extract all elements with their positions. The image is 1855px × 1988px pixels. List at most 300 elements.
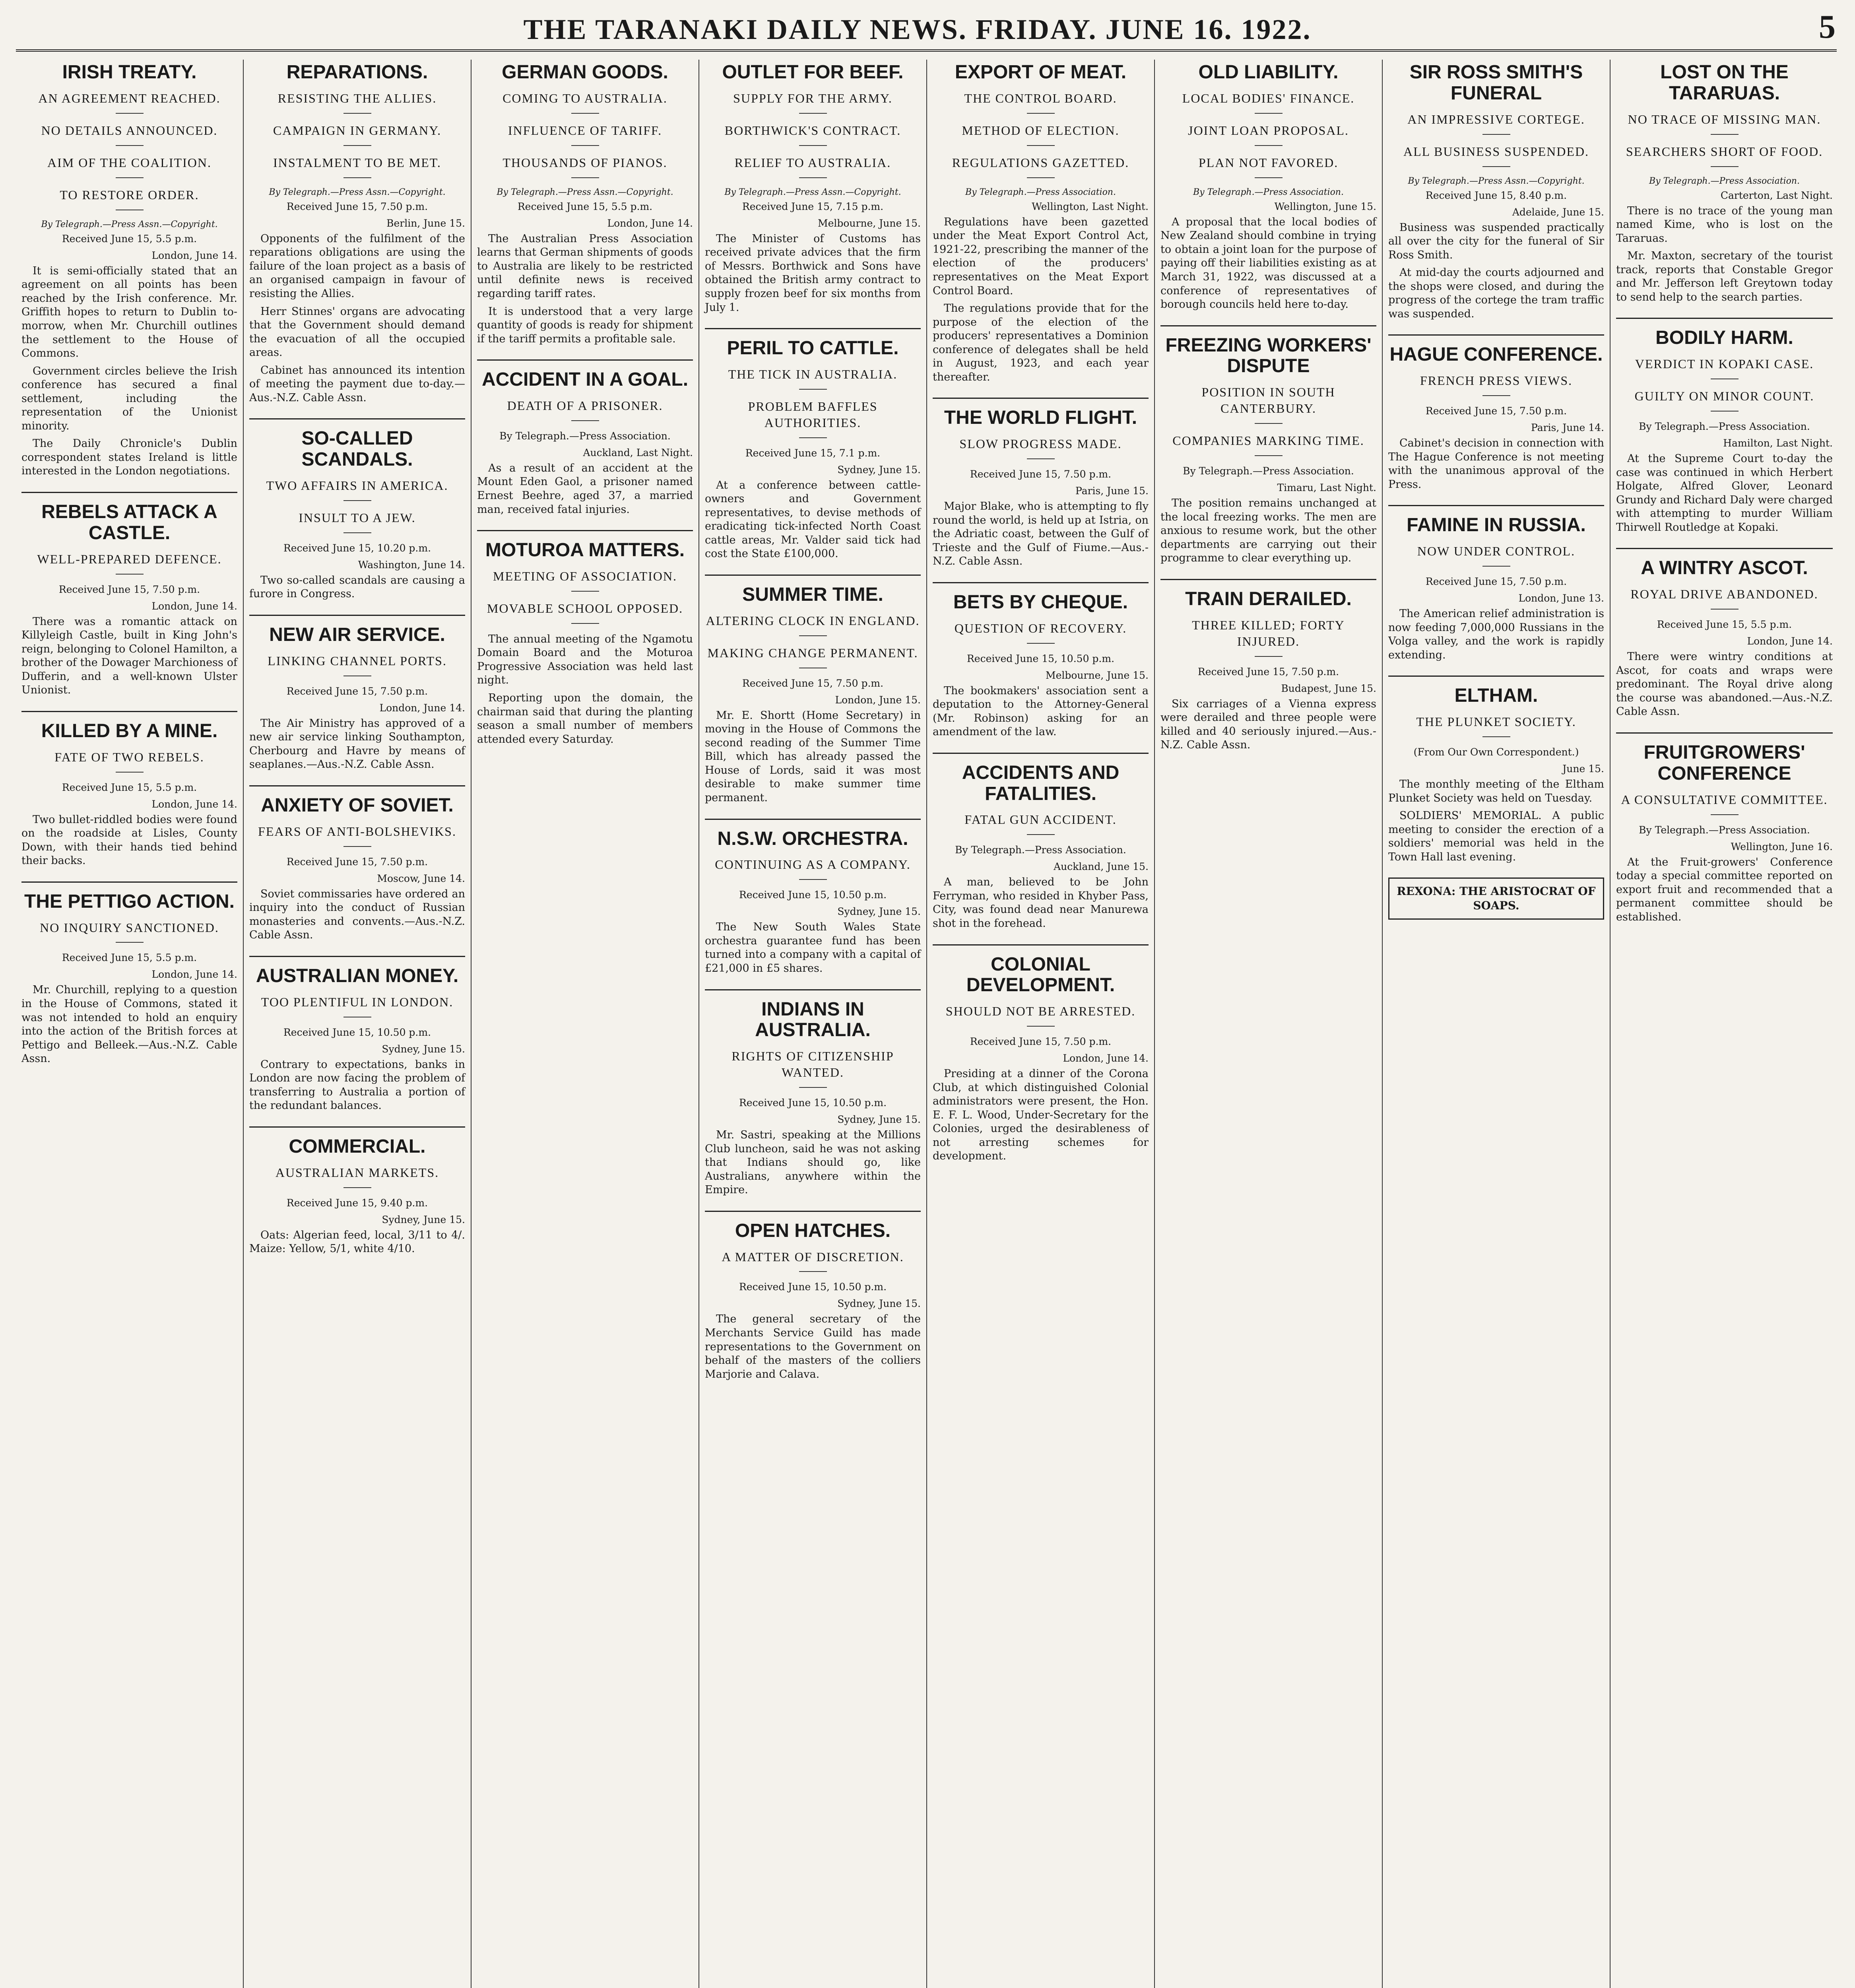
article-subhead: TO RESTORE ORDER. bbox=[21, 187, 237, 210]
article-paragraph: Mr. Sastri, speaking at the Millions Club luncheon, said he was not asking that Indians should go, like Australians, anywhere within the Empire. bbox=[705, 1129, 921, 1196]
article-paragraph: Six carriages of a Vienna express were derailed and three people were killed and 40 seriously injured.—Aus.-N.Z. Cable Assn. bbox=[1160, 697, 1376, 751]
article-body bbox=[1388, 437, 1604, 491]
article-received-time: (From Our Own Correspondent.) bbox=[1413, 746, 1579, 758]
article-body bbox=[933, 1067, 1149, 1163]
article-body bbox=[21, 983, 237, 1066]
article-headline: IRISH TREATY. bbox=[62, 62, 197, 83]
article bbox=[705, 575, 921, 805]
article-body bbox=[249, 717, 465, 772]
article-received-time: By Telegraph.—Press Association. bbox=[1639, 824, 1810, 836]
article-divider bbox=[933, 398, 1149, 399]
article-body bbox=[933, 500, 1149, 569]
article-subhead: THE PLUNKET SOCIETY. bbox=[1388, 714, 1604, 737]
article-headline: OLD LIABILITY. bbox=[1198, 62, 1339, 83]
article-headline: ACCIDENT IN A GOAL. bbox=[481, 369, 689, 390]
article-dateline: Moscow, June 14. bbox=[377, 872, 465, 884]
article-body bbox=[933, 215, 1149, 384]
article-subhead: SHOULD NOT BE ARRESTED. bbox=[933, 1003, 1149, 1027]
article-paragraph: As a result of an accident at the Mount Eden Gaol, a prisoner named Ernest Beehre, aged 37, a married man, received fatal injuries. bbox=[477, 462, 693, 516]
article-headline: THE PETTIGO ACTION. bbox=[24, 891, 235, 912]
article-subhead: MEETING OF ASSOCIATION. bbox=[477, 568, 693, 592]
article-paragraph: Oats: Algerian feed, local, 3/11 to 4/. Maize: Yellow, 5/1, white 4/10. bbox=[249, 1229, 465, 1255]
article-dateline: Wellington, June 16. bbox=[1731, 841, 1833, 852]
article-byline: By Telegraph.—Press Assn.—Copyright. bbox=[1408, 176, 1585, 186]
article-headline: BETS BY CHEQUE. bbox=[953, 591, 1128, 613]
article bbox=[1160, 325, 1376, 565]
article-subhead: TWO AFFAIRS IN AMERICA. bbox=[249, 478, 465, 501]
article-subhead: PROBLEM BAFFLES AUTHORITIES. bbox=[705, 398, 921, 438]
article-paragraph: The Minister of Customs has received private advices that the firm of Messrs. Borthwick and Sons have obtained the British army contract to supply frozen beef for six months from July 1. bbox=[705, 232, 921, 314]
article-paragraph: SOLDIERS' MEMORIAL. A public meeting to consider the erection of a soldiers' memorial was held in the Town Hall last evening. bbox=[1388, 810, 1604, 863]
article-dateline: Berlin, June 15. bbox=[386, 217, 465, 229]
article-subhead: SLOW PROGRESS MADE. bbox=[933, 436, 1149, 459]
article-headline: COMMERCIAL. bbox=[289, 1136, 426, 1157]
article-received-time: Received June 15, 10.50 p.m. bbox=[966, 652, 1115, 664]
article-subhead: THE TICK IN AUSTRALIA. bbox=[705, 366, 921, 390]
article-subhead: THE CONTROL BOARD. bbox=[933, 90, 1149, 114]
article-body bbox=[1388, 607, 1604, 662]
article-dateline: Wellington, Last Night. bbox=[1032, 200, 1149, 212]
article-subhead: BORTHWICK'S CONTRACT. bbox=[705, 122, 921, 146]
article-body bbox=[705, 479, 921, 561]
article-paragraph: Regulations have been gazetted under the Meat Export Control Act, 1921-22, prescribing the manner of the election of the producers' representatives on the Meat Export Control Board. bbox=[933, 215, 1149, 297]
article-body bbox=[1388, 778, 1604, 864]
article-divider bbox=[21, 492, 237, 493]
article-subhead: REGULATIONS GAZETTED. bbox=[933, 155, 1149, 178]
article-subhead: NO DETAILS ANNOUNCED. bbox=[21, 122, 237, 146]
article-body bbox=[705, 920, 921, 975]
article bbox=[249, 956, 465, 1113]
article-paragraph: The Daily Chronicle's Dublin correspondent states Ireland is little interested in the London negotiations. bbox=[21, 437, 237, 478]
article-received-time: Received June 15, 5.5 p.m. bbox=[62, 233, 197, 245]
article-body bbox=[1160, 497, 1376, 565]
article-headline: OUTLET FOR BEEF. bbox=[722, 62, 904, 83]
article-headline: EXPORT OF MEAT. bbox=[955, 62, 1127, 83]
article-paragraph: Mr. Maxton, secretary of the tourist track, reports that Constable Gregor and Mr. Jefferson left Greytown today to send help to the search parties. bbox=[1616, 250, 1833, 303]
article-subhead: FATAL GUN ACCIDENT. bbox=[933, 812, 1149, 835]
article-divider bbox=[1388, 505, 1604, 506]
article-headline: REPARATIONS. bbox=[286, 62, 428, 83]
article-body bbox=[249, 887, 465, 942]
article-received-time: Received June 15, 7.1 p.m. bbox=[745, 447, 881, 459]
article-body bbox=[21, 615, 237, 697]
article-dateline: Adelaide, June 15. bbox=[1512, 206, 1604, 218]
article-subhead: RIGHTS OF CITIZENSHIP WANTED. bbox=[705, 1048, 921, 1088]
column-3 bbox=[472, 60, 699, 1988]
article-divider bbox=[21, 881, 237, 883]
article-headline: FREEZING WORKERS' DISPUTE bbox=[1165, 334, 1372, 377]
article-headline: INDIANS IN AUSTRALIA. bbox=[755, 998, 871, 1041]
article-paragraph: The general secretary of the Merchants Service Guild has made representations to the Government on behalf of the masters of the colliers Marjorie and Calava. bbox=[705, 1313, 921, 1380]
article-divider bbox=[1616, 318, 1833, 319]
article-dateline: London, June 14. bbox=[151, 798, 237, 810]
article-headline: PERIL TO CATTLE. bbox=[727, 338, 899, 359]
article-received-time: Received June 15, 5.5 p.m. bbox=[62, 952, 197, 964]
article-paragraph: Two so-called scandals are causing a furore in Congress. bbox=[249, 574, 465, 600]
article-dateline: London, June 14. bbox=[151, 969, 237, 980]
article-dateline: Sydney, June 15. bbox=[837, 464, 921, 476]
article-divider bbox=[249, 418, 465, 419]
article-body bbox=[1616, 204, 1833, 305]
article-received-time: Received June 15, 7.50 p.m. bbox=[1197, 666, 1339, 678]
article-received-time: Received June 15, 7.50 p.m. bbox=[1425, 405, 1567, 417]
article-body bbox=[21, 264, 237, 478]
article-received-time: Received June 15, 8.40 p.m. bbox=[1425, 189, 1567, 201]
article-divider bbox=[933, 582, 1149, 583]
article bbox=[477, 62, 693, 346]
article bbox=[249, 418, 465, 601]
article-paragraph: The American relief administration is now feeding 7,000,000 Russians in the Volga valley, and the work is rapidly extending. bbox=[1388, 608, 1604, 661]
article bbox=[705, 62, 921, 315]
article-body bbox=[477, 633, 693, 746]
article-subhead: COMING TO AUSTRALIA. bbox=[477, 90, 693, 114]
article-subhead: COMPANIES MARKING TIME. bbox=[1160, 433, 1376, 456]
article-paragraph: Herr Stinnes' organs are advocating that the Government should demand the evacuation of all the occupied areas. bbox=[249, 305, 465, 359]
article-received-time: By Telegraph.—Press Association. bbox=[955, 844, 1126, 856]
article-subhead: RESISTING THE ALLIES. bbox=[249, 90, 465, 114]
article-byline: By Telegraph.—Press Association. bbox=[1193, 187, 1344, 197]
article bbox=[21, 881, 237, 1066]
article-received-time: Received June 15, 7.15 p.m. bbox=[742, 200, 884, 212]
newspaper-columns bbox=[16, 60, 1841, 1988]
article-paragraph: Major Blake, who is attempting to fly round the world, is held up at Istria, on the Adriatic coast, between the Gulf of Trieste and the Gulf of Fiume.—Aus.-N.Z. Cable Assn. bbox=[933, 500, 1149, 568]
article-subhead: FRENCH PRESS VIEWS. bbox=[1388, 373, 1604, 396]
article-dateline: Sydney, June 15. bbox=[837, 906, 921, 918]
newspaper-title: THE TARANAKI DAILY NEWS. FRIDAY. JUNE 16. 1922. bbox=[523, 14, 1312, 45]
article bbox=[1388, 676, 1604, 864]
article-dateline: London, June 14. bbox=[379, 702, 465, 714]
article-subhead: LINKING CHANNEL PORTS. bbox=[249, 653, 465, 676]
article-paragraph: Presiding at a dinner of the Corona Club, at which distinguished Colonial administrators were present, the Hon. E. F. L. Wood, Under-Secretary for the Colonies, urged the desirableness of not arresting schemes for development. bbox=[933, 1068, 1149, 1163]
article-paragraph: Mr. E. Shortt (Home Secretary) in moving in the House of Commons the second reading of the Summer Time Bill, which has already passed the House of Lords, said it was most desirable to make summer time permanent. bbox=[705, 709, 921, 804]
article-paragraph: Reporting upon the domain, the chairman said that during the planting season a small number of members attended every Saturday. bbox=[477, 692, 693, 746]
article-subhead: CONTINUING AS A COMPANY. bbox=[705, 856, 921, 880]
article-paragraph: It is semi-officially stated that an agreement on all points has been reached by the Irish conference. Mr. Griffith hopes to return to Dublin to-morrow, when Mr. Churchill outlines the settlement to the House of Commons. bbox=[21, 264, 237, 360]
article-dateline: London, June 14. bbox=[1063, 1052, 1149, 1064]
article-byline: By Telegraph.—Press Assn.—Copyright. bbox=[269, 187, 446, 197]
article-headline: SO-CALLED SCANDALS. bbox=[301, 428, 413, 470]
article-subhead: TOO PLENTIFUL IN LONDON. bbox=[249, 994, 465, 1017]
article-dateline: Auckland, Last Night. bbox=[583, 447, 693, 458]
article bbox=[933, 398, 1149, 568]
article-divider bbox=[21, 711, 237, 712]
article-body bbox=[249, 574, 465, 601]
article-body bbox=[477, 462, 693, 516]
article-dateline: London, June 15. bbox=[835, 694, 921, 706]
article-paragraph: A man, believed to be John Ferryman, who resided in Khyber Pass, City, was found dead near Manurewa shot in the forehead. bbox=[933, 876, 1149, 930]
article-paragraph: Business was suspended practically all over the city for the funeral of Sir Ross Smith. bbox=[1388, 221, 1604, 261]
article-subhead: ALTERING CLOCK IN ENGLAND. bbox=[705, 613, 921, 636]
article-subhead: A CONSULTATIVE COMMITTEE. bbox=[1616, 792, 1833, 815]
article-dateline: Paris, June 15. bbox=[1075, 485, 1149, 497]
article bbox=[1616, 62, 1833, 304]
article-subhead: NO INQUIRY SANCTIONED. bbox=[21, 920, 237, 943]
article-divider bbox=[477, 530, 693, 531]
article-paragraph: It is understood that a very large quantity of goods is ready for shipment if the tariff permits a profitable sale. bbox=[477, 305, 693, 345]
article-dateline: Paris, June 14. bbox=[1531, 422, 1604, 434]
article-subhead: JOINT LOAN PROPOSAL. bbox=[1160, 122, 1376, 146]
article-dateline: London, June 14. bbox=[151, 249, 237, 261]
article-body bbox=[1616, 650, 1833, 719]
article-body bbox=[1616, 856, 1833, 924]
article-subhead: NO TRACE OF MISSING MAN. bbox=[1616, 111, 1833, 135]
article-byline: By Telegraph.—Press Association. bbox=[1649, 176, 1800, 186]
article-received-time: Received June 15, 7.50 p.m. bbox=[970, 468, 1112, 480]
article-dateline: Auckland, June 15. bbox=[1054, 861, 1149, 873]
article-divider bbox=[705, 989, 921, 990]
article-body bbox=[1616, 452, 1833, 534]
article-divider bbox=[1388, 334, 1604, 336]
article-headline: OPEN HATCHES. bbox=[735, 1220, 891, 1241]
article-received-time: Received June 15, 5.5 p.m. bbox=[62, 781, 197, 793]
column-2 bbox=[244, 60, 472, 1988]
article-dateline: Sydney, June 15. bbox=[837, 1298, 921, 1310]
article-subhead: AIM OF THE COALITION. bbox=[21, 155, 237, 178]
article-paragraph: Opponents of the fulfilment of the reparations obligations are using the failure of the loan project as a basis of an organised campaign in favour of resisting the Allies. bbox=[249, 232, 465, 300]
article bbox=[249, 62, 465, 405]
article-subhead: LOCAL BODIES' FINANCE. bbox=[1160, 90, 1376, 114]
article-subhead: AN IMPRESSIVE CORTEGE. bbox=[1388, 111, 1604, 135]
article-divider bbox=[1616, 548, 1833, 549]
article-received-time: Received June 15, 10.50 p.m. bbox=[739, 1097, 887, 1109]
article-divider bbox=[1160, 325, 1376, 326]
article-headline: ANXIETY OF SOVIET. bbox=[261, 794, 454, 816]
column-8 bbox=[1611, 60, 1838, 1988]
article-paragraph: Cabinet has announced its intention of meeting the payment due to-day.—Aus.-N.Z. Cable Assn. bbox=[249, 364, 465, 404]
article bbox=[1616, 732, 1833, 924]
article-dateline: Timaru, Last Night. bbox=[1277, 482, 1376, 494]
article-subhead: AUSTRALIAN MARKETS. bbox=[249, 1165, 465, 1188]
article-body bbox=[705, 232, 921, 315]
article-body bbox=[933, 684, 1149, 739]
article-subhead: CAMPAIGN IN GERMANY. bbox=[249, 122, 465, 146]
article-received-time: Received June 15, 7.50 p.m. bbox=[286, 685, 428, 697]
column-1 bbox=[16, 60, 244, 1988]
article-received-time: Received June 15, 7.50 p.m. bbox=[286, 856, 428, 868]
article bbox=[477, 530, 693, 746]
article bbox=[1616, 318, 1833, 534]
article bbox=[249, 1126, 465, 1256]
article bbox=[1388, 505, 1604, 662]
article-subhead: METHOD OF ELECTION. bbox=[933, 122, 1149, 146]
article-byline: By Telegraph.—Press Assn.—Copyright. bbox=[497, 187, 673, 197]
article-subhead: AN AGREEMENT REACHED. bbox=[21, 90, 237, 114]
column-6 bbox=[1155, 60, 1383, 1988]
article-paragraph: There were wintry conditions at Ascot, for coats and wraps were predominant. The Royal drive along the course was abandoned.—Aus.-N.Z. Cable Assn. bbox=[1616, 650, 1833, 718]
article-divider bbox=[1616, 732, 1833, 734]
article-received-time: Received June 15, 9.40 p.m. bbox=[286, 1197, 428, 1209]
article-paragraph: A proposal that the local bodies of New Zealand should combine in trying to obtain a joint loan for the purpose of paying off their liabilities existing as at March 31, 1922, was discussed at a conference of representatives of borough councils held here to-day. bbox=[1160, 215, 1376, 311]
article-subhead: FATE OF TWO REBELS. bbox=[21, 749, 237, 773]
article bbox=[21, 711, 237, 868]
article-body bbox=[21, 813, 237, 868]
article-body bbox=[477, 232, 693, 346]
article-headline: A WINTRY ASCOT. bbox=[1641, 557, 1808, 579]
article-headline: SIR ROSS SMITH'S FUNERAL bbox=[1409, 62, 1583, 104]
article-divider bbox=[249, 785, 465, 786]
article-received-time: Received June 15, 7.50 p.m. bbox=[970, 1036, 1112, 1048]
article-dateline: June 15. bbox=[1562, 763, 1604, 775]
article bbox=[933, 753, 1149, 931]
article-paragraph: Two bullet-riddled bodies were found on the roadside at Lisles, County Down, with their hands tied behind their backs. bbox=[21, 813, 237, 867]
article-paragraph: There is no trace of the young man named Kime, who is lost on the Tararuas. bbox=[1616, 204, 1833, 245]
article-body bbox=[249, 1229, 465, 1256]
article-subhead: INFLUENCE OF TARIFF. bbox=[477, 122, 693, 146]
article-divider bbox=[249, 1126, 465, 1128]
column-4 bbox=[699, 60, 927, 1988]
article bbox=[249, 785, 465, 942]
article-dateline: London, June 13. bbox=[1518, 592, 1604, 604]
article-body bbox=[249, 1058, 465, 1113]
article-body bbox=[1160, 697, 1376, 752]
article-paragraph: At mid-day the courts adjourned and the shops were closed, and during the progress of the cortege the tram traffic was suspended. bbox=[1388, 266, 1604, 320]
article-divider bbox=[249, 956, 465, 957]
article-paragraph: Cabinet's decision in connection with The Hague Conference is not meeting with the unanimous approval of the Press. bbox=[1388, 437, 1604, 491]
article-dateline: London, June 14. bbox=[151, 600, 237, 612]
article-paragraph: Government circles believe the Irish conference has secured a final settlement, including the representation of the Unionist minority. bbox=[21, 365, 237, 432]
article-paragraph: The New South Wales State orchestra guarantee fund has been turned into a company with a capital of £21,000 in £5 shares. bbox=[705, 921, 921, 975]
article-paragraph: There was a romantic attack on Killyleigh Castle, built in King John's reign, belonging to Colonel Hamilton, a brother of the Dowager Marchioness of Dufferin, and a well-known Ulster Unionist. bbox=[21, 615, 237, 697]
article-body bbox=[249, 232, 465, 405]
article-divider bbox=[1388, 676, 1604, 677]
article-divider bbox=[705, 575, 921, 576]
article-divider bbox=[705, 328, 921, 329]
article-headline: COLONIAL DEVELOPMENT. bbox=[966, 953, 1115, 996]
article bbox=[249, 615, 465, 772]
article-paragraph: At a conference between cattle-owners and Government representatives, to devise methods of eradicating tick-infected North Coast cattle areas, Mr. Valder said tick had cost the State £100,000. bbox=[705, 479, 921, 560]
article-received-time: By Telegraph.—Press Association. bbox=[1639, 421, 1810, 433]
article-headline: THE WORLD FLIGHT. bbox=[944, 407, 1137, 429]
article-headline: N.S.W. ORCHESTRA. bbox=[717, 828, 908, 849]
article-paragraph: The regulations provide that for the purpose of the election of the producers' representatives a Dominion conference of delegates shall be held in August, 1923, and each year thereafter. bbox=[933, 302, 1149, 383]
article-received-time: Received June 15, 7.50 p.m. bbox=[58, 583, 200, 595]
article-subhead: NOW UNDER CONTROL. bbox=[1388, 543, 1604, 567]
column-7 bbox=[1383, 60, 1611, 1988]
article-divider bbox=[249, 615, 465, 616]
article-received-time: Received June 15, 10.50 p.m. bbox=[739, 889, 887, 901]
article-byline: By Telegraph.—Press Assn.—Copyright. bbox=[41, 219, 218, 229]
article bbox=[21, 492, 237, 697]
article-subhead: A MATTER OF DISCRETION. bbox=[705, 1249, 921, 1272]
article-paragraph: At the Supreme Court to-day the case was continued in which Herbert Holgate, Alfred Glover, Leonard Grundy and Richard Daly were charged with attempting to murder William Thirwell Routledge at Kopaki. bbox=[1616, 452, 1833, 534]
article-byline: By Telegraph.—Press Association. bbox=[965, 187, 1116, 197]
article-subhead: WELL-PREPARED DEFENCE. bbox=[21, 551, 237, 575]
article-subhead: POSITION IN SOUTH CANTERBURY. bbox=[1160, 384, 1376, 424]
article-headline: HAGUE CONFERENCE. bbox=[1389, 344, 1603, 365]
article-paragraph: Mr. Churchill, replying to a question in the House of Commons, stated it was not intended to hold an enquiry into the action of the British forces at Pettigo and Belleek.—Aus.-N.Z. Cable Assn. bbox=[21, 984, 237, 1065]
article bbox=[1160, 62, 1376, 312]
article-dateline: London, June 14. bbox=[1747, 635, 1833, 647]
article-subhead: RELIEF TO AUSTRALIA. bbox=[705, 155, 921, 178]
article-headline: TRAIN DERAILED. bbox=[1185, 588, 1352, 610]
article-dateline: Melbourne, June 15. bbox=[1045, 669, 1149, 681]
article-divider bbox=[477, 359, 693, 361]
article bbox=[1616, 548, 1833, 718]
article-dateline: Sydney, June 15. bbox=[382, 1043, 465, 1055]
article-body bbox=[705, 1312, 921, 1381]
article-dateline: London, June 14. bbox=[607, 217, 693, 229]
page-number: 5 bbox=[1819, 8, 1837, 45]
article-divider bbox=[1160, 579, 1376, 580]
article-received-time: Received June 15, 5.5 p.m. bbox=[517, 200, 653, 212]
article-subhead: ALL BUSINESS SUSPENDED. bbox=[1388, 144, 1604, 167]
article-paragraph: The Australian Press Association learns that German shipments of goods to Australia are likely to be restricted until definite news is received regarding tariff rates. bbox=[477, 232, 693, 300]
article-subhead: ROYAL DRIVE ABANDONED. bbox=[1616, 586, 1833, 610]
article-subhead: THOUSANDS OF PIANOS. bbox=[477, 155, 693, 178]
article-byline: By Telegraph.—Press Assn.—Copyright. bbox=[724, 187, 901, 197]
article-subhead: QUESTION OF RECOVERY. bbox=[933, 620, 1149, 644]
article-received-time: Received June 15, 10.50 p.m. bbox=[739, 1281, 887, 1293]
rexona-advertisement: REXONA: THE ARISTOCRAT OF SOAPS. bbox=[1388, 878, 1604, 920]
article-paragraph: Contrary to expectations, banks in London are now facing the problem of transferring to Australia a portion of the redundant balances. bbox=[249, 1058, 465, 1112]
article-headline: NEW AIR SERVICE. bbox=[269, 624, 445, 645]
article-paragraph: The bookmakers' association sent a deputation to the Attorney-General (Mr. Robinson) asking for an amendment of the law. bbox=[933, 684, 1149, 738]
article-dateline: Budapest, June 15. bbox=[1281, 682, 1376, 694]
article-divider bbox=[933, 753, 1149, 754]
article-dateline: Sydney, June 15. bbox=[837, 1114, 921, 1125]
article-headline: GERMAN GOODS. bbox=[502, 62, 668, 83]
article bbox=[933, 62, 1149, 384]
article-dateline: Sydney, June 15. bbox=[382, 1213, 465, 1225]
article-paragraph: The monthly meeting of the Eltham Plunket Society was held on Tuesday. bbox=[1388, 778, 1604, 804]
article bbox=[705, 328, 921, 561]
article-divider bbox=[705, 819, 921, 820]
article-headline: ELTHAM. bbox=[1454, 685, 1538, 707]
article-paragraph: Soviet commissaries have ordered an inquiry into the conduct of Russian monasteries and convents.—Aus.-N.Z. Cable Assn. bbox=[249, 887, 465, 942]
article bbox=[933, 582, 1149, 739]
article-subhead: PLAN NOT FAVORED. bbox=[1160, 155, 1376, 178]
article-subhead: GUILTY ON MINOR COUNT. bbox=[1616, 388, 1833, 412]
article bbox=[1388, 62, 1604, 321]
article-body bbox=[1388, 221, 1604, 321]
article bbox=[705, 819, 921, 976]
article-subhead: DEATH OF A PRISONER. bbox=[477, 398, 693, 421]
article-subhead: MAKING CHANGE PERMANENT. bbox=[705, 645, 921, 668]
article-dateline: Melbourne, June 15. bbox=[817, 217, 921, 229]
article-body bbox=[705, 709, 921, 805]
article-subhead: VERDICT IN KOPAKI CASE. bbox=[1616, 356, 1833, 379]
article-body bbox=[705, 1128, 921, 1197]
article-headline: KILLED BY A MINE. bbox=[41, 720, 218, 742]
article bbox=[705, 989, 921, 1197]
article-headline: SUMMER TIME. bbox=[742, 584, 883, 606]
article-received-time: Received June 15, 10.20 p.m. bbox=[283, 542, 431, 554]
article-divider bbox=[705, 1211, 921, 1212]
article bbox=[1160, 579, 1376, 752]
article-headline: ACCIDENTS AND FATALITIES. bbox=[962, 762, 1120, 804]
article-paragraph: At the Fruit-growers' Conference today a special committee reported on export fruit and recommended that a permanent committee should be established. bbox=[1616, 856, 1833, 923]
article-divider bbox=[933, 944, 1149, 945]
article bbox=[1388, 334, 1604, 491]
article-body bbox=[1160, 215, 1376, 312]
article-subhead: SUPPLY FOR THE ARMY. bbox=[705, 90, 921, 114]
article-received-time: Received June 15, 7.50 p.m. bbox=[1425, 576, 1567, 588]
article-subhead: MOVABLE SCHOOL OPPOSED. bbox=[477, 600, 693, 624]
article-paragraph: The Air Ministry has approved of a new air service linking Southampton, Cherbourg and Havre by means of seaplanes.—Aus.-N.Z. Cable Assn. bbox=[249, 717, 465, 771]
article-body bbox=[933, 876, 1149, 930]
article bbox=[477, 359, 693, 516]
article-received-time: By Telegraph.—Press Association. bbox=[499, 430, 671, 442]
article-headline: BODILY HARM. bbox=[1655, 327, 1793, 349]
article bbox=[933, 944, 1149, 1163]
article-subhead: SEARCHERS SHORT OF FOOD. bbox=[1616, 144, 1833, 167]
masthead bbox=[16, 8, 1837, 52]
article bbox=[21, 62, 237, 478]
column-5 bbox=[927, 60, 1155, 1988]
article-subhead: FEARS OF ANTI-BOLSHEVIKS. bbox=[249, 823, 465, 847]
article-dateline: Carterton, Last Night. bbox=[1720, 189, 1833, 201]
article bbox=[705, 1211, 921, 1381]
